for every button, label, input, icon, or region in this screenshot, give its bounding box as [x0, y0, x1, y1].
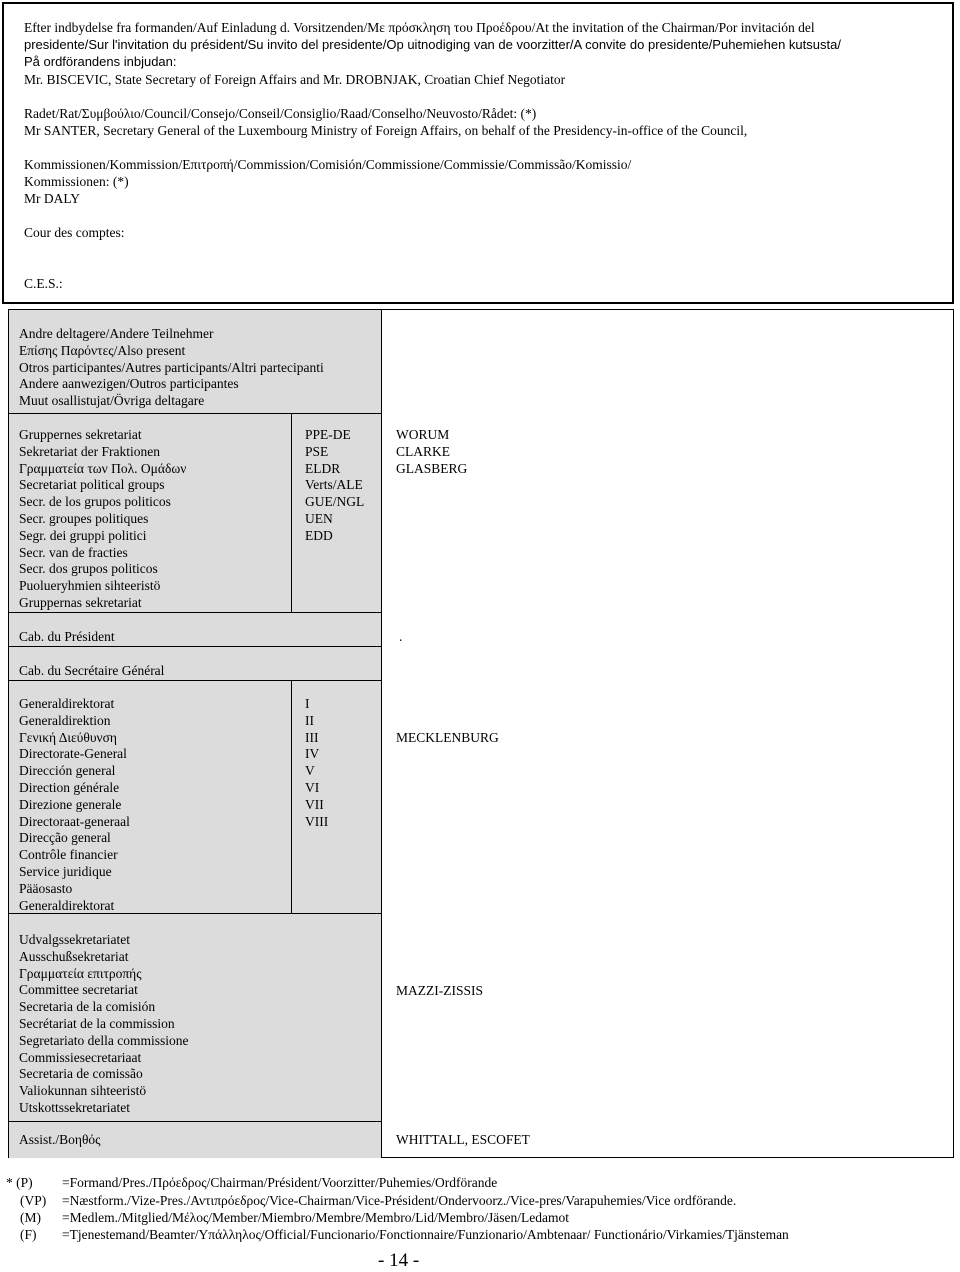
- group-staff-name: CLARKE: [396, 443, 450, 459]
- group-code: PSE: [305, 443, 329, 459]
- groups-inner-divider: [291, 413, 292, 612]
- groups-label-line: Secr. van de fracties: [19, 544, 128, 560]
- cab-president-label: Cab. du Président: [19, 629, 115, 644]
- groups-codes: [305, 427, 364, 545]
- row-divider: [9, 646, 381, 647]
- groups-label-line: Γραμματεία των Πολ. Ομάδων: [19, 460, 187, 476]
- dg-label-line: Γενική Διεύθυνση: [19, 729, 117, 745]
- invitation-line-3: På ordförandens inbjudan:: [24, 54, 177, 69]
- dg-numerals: [305, 696, 328, 830]
- committee-label-line: Secretaria de comissão: [19, 1066, 143, 1082]
- others-label: [19, 326, 324, 410]
- groups-label-line: Secretariat political groups: [19, 477, 165, 493]
- footnote-key: (M): [20, 1210, 41, 1225]
- dg-label-line: Directoraat-generaal: [19, 813, 130, 829]
- dg-label-line: Service juridique: [19, 863, 112, 879]
- committee-label-line: Γραμματεία επιτροπής: [19, 965, 142, 981]
- commission-heading-2: Kommissionen: (*): [24, 174, 129, 189]
- group-staff-name: GLASBERG: [396, 460, 468, 476]
- groups-label-line: Gruppernas sekretariat: [19, 594, 142, 610]
- dg-staff-name: MECKLENBURG: [396, 730, 499, 745]
- dg-label-line: Generaldirektorat: [19, 696, 115, 711]
- others-line: Andere aanwezigen/Outros participantes: [19, 376, 239, 392]
- committee-label-line: Secrétariat de la commission: [19, 1015, 175, 1031]
- court-of-auditors-label: Cour des comptes:: [24, 225, 125, 240]
- invitation-box: [2, 2, 954, 304]
- committee-label-line: Secretaria de la comisión: [19, 999, 156, 1015]
- column-divider: [381, 310, 382, 1158]
- commission-heading: Kommissionen/Kommission/Επιτροπή/Commission/Comisión/Commissione/Commissie/Commissão/Komissio/: [24, 157, 632, 172]
- ces-label: C.E.S.:: [24, 276, 63, 291]
- others-line: Επίσης Παρόντες/Also present: [19, 342, 186, 358]
- footnote-value: =Formand/Pres./Πρόεδρος/Chairman/Président/Voorzitter/Puhemies/Ordförande: [62, 1175, 498, 1190]
- groups-label-line: Segr. dei gruppi politici: [19, 527, 147, 543]
- footnote-key: (VP): [20, 1193, 47, 1208]
- group-code: ELDR: [305, 460, 341, 476]
- dg-numeral: VII: [305, 796, 324, 812]
- row-divider: [9, 1121, 381, 1122]
- groups-label-line: Secr. groupes politiques: [19, 510, 149, 526]
- dg-numeral: IV: [305, 746, 320, 762]
- footnote-value: =Næstform./Vize-Pres./Αντιπρόεδρος/Vice-Chairman/Vice-Président/Ondervoorz./Vice-pres/Varapuhemies/Vice ordförande.: [62, 1193, 737, 1208]
- groups-label-line: Puolueryhmien sihteeristö: [19, 578, 161, 594]
- dg-label-line: Dirección general: [19, 763, 116, 779]
- committee-label-line: Utskottssekretariatet: [19, 1099, 130, 1115]
- dg-numeral: III: [305, 729, 319, 745]
- group-code: GUE/NGL: [305, 494, 365, 510]
- group-staff-name: WORUM: [396, 427, 450, 442]
- dg-numeral: VIII: [305, 813, 329, 829]
- cab-sg-label: Cab. du Secrétaire Général: [19, 663, 165, 678]
- committee-label-line: Valiokunnan sihteeristö: [19, 1083, 147, 1099]
- footnote-key: (F): [20, 1227, 37, 1242]
- dg-label-line: Contrôle financier: [19, 847, 118, 863]
- committee-labels: [19, 932, 188, 1117]
- dg-numeral: II: [305, 712, 314, 728]
- council-heading: Radet/Rat/Συμβούλιο/Council/Consejo/Conseil/Consiglio/Raad/Conselho/Neuvosto/Rådet: (*): [24, 106, 537, 121]
- dg-label-line: Direzione generale: [19, 796, 122, 812]
- attendance-table: [8, 309, 954, 1158]
- dg-label-line: Directorate-General: [19, 746, 127, 762]
- committee-staff-name: MAZZI-ZISSIS: [396, 983, 483, 998]
- committee-label-line: Committee secretariat: [19, 982, 138, 998]
- row-divider: [9, 612, 381, 613]
- footnote-value: =Tjenestemand/Beamter/Υπάλληλος/Official/Funcionario/Fonctionnaire/Funzionario/Ambtenaar/ Functionário/Virkamies/Tjänsteman: [62, 1227, 789, 1242]
- dg-numeral: VI: [305, 779, 320, 795]
- committee-label-line: Udvalgssekretariatet: [19, 932, 130, 947]
- dg-label-line: Direction générale: [19, 779, 120, 795]
- footnote-key: * (P): [6, 1175, 33, 1190]
- others-line: Otros participantes/Autres participants/Altri partecipanti: [19, 359, 324, 375]
- commission-member: Mr DALY: [24, 191, 81, 206]
- invitation-line-2: presidente/Sur l'invitation du président/Su invito del presidente/Op uitnodiging van de voorzitter/A convite do presidente/Puhemiehen kutsusta/: [24, 37, 841, 52]
- groups-label-line: Secr. de los grupos politicos: [19, 494, 171, 510]
- dg-label-line: Pääosasto: [19, 880, 73, 896]
- dg-label-line: Generaldirektion: [19, 712, 111, 728]
- invitation-line-1: Efter indbydelse fra formanden/Auf Einladung d. Vorsitzenden/Με πρόσκληση του Προέδρου/At the invitation of the Chairman/Por invitación del: [24, 20, 815, 35]
- row-divider: [9, 680, 381, 681]
- dg-label-line: Direcção general: [19, 830, 111, 846]
- assistants-label: Assist./Βοηθός: [19, 1132, 101, 1147]
- committee-label-line: Commissiesecretariaat: [19, 1049, 142, 1065]
- groups-labels: [19, 427, 186, 612]
- assistants-names: WHITTALL, ESCOFET: [396, 1132, 530, 1147]
- dg-labels: [19, 696, 130, 914]
- council-member: Mr SANTER, Secretary General of the Luxembourg Ministry of Foreign Affairs, on behalf of the Presidency-in-office of the Council,: [24, 123, 748, 138]
- groups-label-line: Sekretariat der Fraktionen: [19, 443, 160, 459]
- invitation-guests: Mr. BISCEVIC, State Secretary of Foreign Affairs and Mr. DROBNJAK, Croatian Chief Negotiator: [24, 72, 566, 87]
- row-divider: [9, 413, 381, 414]
- footnote-value: =Medlem./Mitglied/Μέλος/Member/Miembro/Membre/Membro/Lid/Membro/Jäsen/Ledamot: [62, 1210, 569, 1225]
- others-line: Muut osallistujat/Övriga deltagare: [19, 393, 205, 409]
- dg-numeral: V: [305, 763, 315, 779]
- committee-label-line: Segretariato della commissione: [19, 1032, 189, 1048]
- page-number: - 14 -: [378, 1250, 420, 1271]
- others-line: Andre deltagere/Andere Teilnehmer: [19, 326, 214, 341]
- dg-numeral: I: [305, 696, 310, 711]
- group-code: PPE-DE: [305, 427, 351, 442]
- group-code: Verts/ALE: [305, 477, 363, 493]
- dg-inner-divider: [291, 680, 292, 913]
- group-code: EDD: [305, 527, 333, 543]
- committee-label-line: Ausschußsekretariat: [19, 948, 129, 964]
- groups-label-line: Secr. dos grupos politicos: [19, 561, 158, 577]
- group-code: UEN: [305, 510, 333, 526]
- groups-names: [396, 427, 467, 477]
- dg-label-line: Generaldirektorat: [19, 897, 115, 913]
- cab-president-value: .: [399, 629, 403, 644]
- groups-label-line: Gruppernes sekretariat: [19, 427, 142, 442]
